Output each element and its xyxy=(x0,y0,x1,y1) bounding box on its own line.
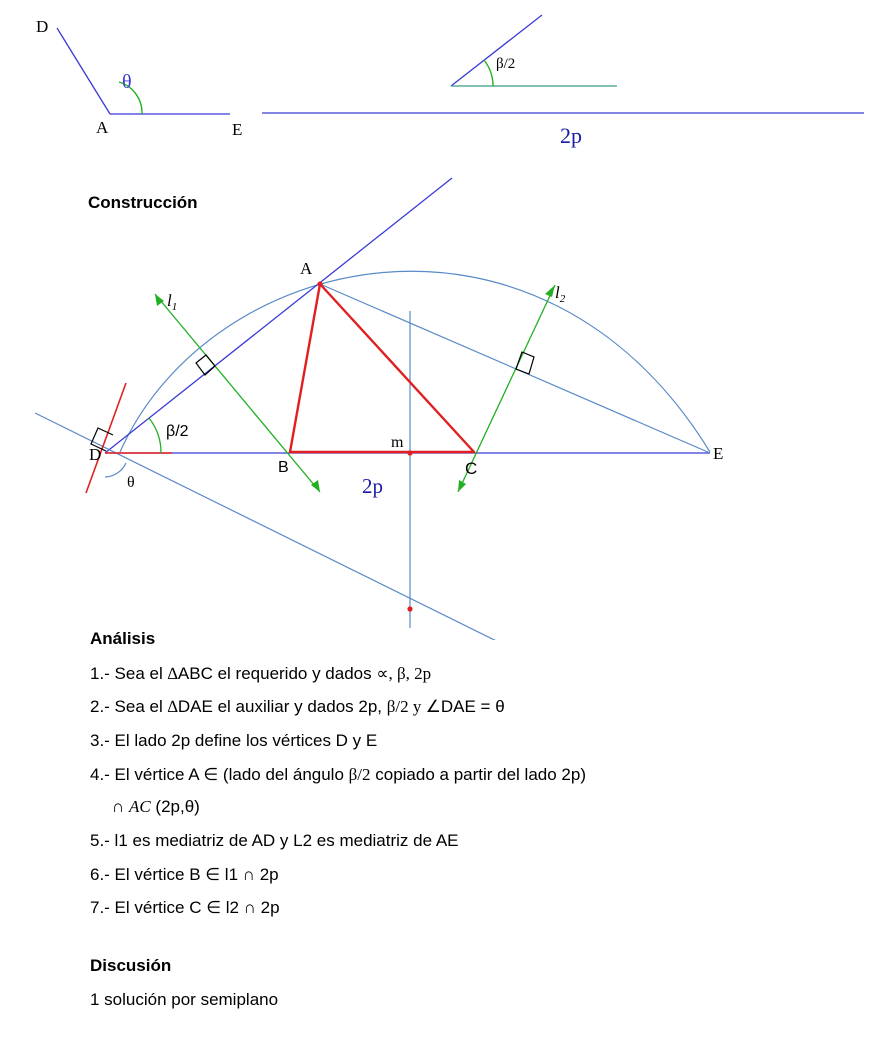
step-1-triangle-symbol: ∆ xyxy=(167,664,178,683)
step-4b-intersection: ∩ xyxy=(112,797,129,816)
point-a xyxy=(317,281,322,286)
label-l1-letter: l xyxy=(167,291,172,310)
step-1-post: ABC el requerido y dados xyxy=(177,664,377,683)
given-point-e-label: E xyxy=(232,120,243,139)
label-a: A xyxy=(300,259,313,278)
step-2-pre: 2.- Sea el xyxy=(90,697,168,716)
step-2-mid: DAE el auxiliar y dados 2p, xyxy=(177,697,387,716)
step-6-post: l1 ∩ 2p xyxy=(220,865,279,884)
triangle-abc xyxy=(290,284,474,452)
given-ray-ad xyxy=(57,28,110,114)
analysis-step-4-cont xyxy=(112,797,200,817)
given-point-d-label: D xyxy=(36,17,49,36)
analysis-step-7 xyxy=(90,898,280,918)
side-ae xyxy=(320,284,710,453)
step-4b-arc-symbol: AC xyxy=(128,797,151,816)
discussion-text: 1 solución por semiplano xyxy=(90,990,279,1009)
step-6-pre: 6.- El vértice B xyxy=(90,865,206,884)
label-e: E xyxy=(713,444,724,463)
step-6-element-of: ∈ xyxy=(205,865,221,884)
theta-arc xyxy=(105,463,126,477)
step-4-half-beta: β/2 xyxy=(348,765,371,784)
analysis-step-4 xyxy=(90,765,586,785)
discussion-heading: Discusión xyxy=(90,956,172,975)
step-7-post: l2 ∩ 2p xyxy=(221,898,280,917)
given-angle-half-beta xyxy=(451,15,617,86)
given-half-beta-ray xyxy=(451,15,542,86)
step-2-post: DAE = θ xyxy=(440,697,505,716)
step-4-mid: (lado del ángulo xyxy=(218,765,349,784)
step-7-element-of: ∈ xyxy=(206,898,222,917)
construction-figure xyxy=(35,178,723,640)
label-l1-subscript: 1 xyxy=(171,301,178,313)
step-1-givens: ∝, β, 2p xyxy=(376,664,432,683)
label-c: C xyxy=(465,459,478,478)
step-7-pre: 7.- El vértice C xyxy=(90,898,207,917)
step-2-triangle-symbol: ∆ xyxy=(167,697,178,716)
analysis-step-6 xyxy=(90,865,279,885)
capable-arc xyxy=(120,271,710,452)
step-4-element-of: ∈ xyxy=(203,765,219,784)
step-2-angle-symbol: β/2 y ∠ xyxy=(386,697,441,716)
step-4-pre: 4.- El vértice A xyxy=(90,765,204,784)
given-point-a-label: A xyxy=(96,118,109,137)
l2-arrow-top xyxy=(545,285,555,297)
label-l1 xyxy=(167,291,177,313)
label-l2 xyxy=(555,283,566,305)
given-segment-2p xyxy=(262,113,864,148)
step-1-pre: 1.- Sea el xyxy=(90,664,168,683)
half-beta-ray xyxy=(105,178,452,453)
given-half-beta-label: β/2 xyxy=(496,56,516,72)
l2-arrow-bottom xyxy=(458,480,466,492)
l1-arrow-top xyxy=(155,294,164,306)
analysis-step-5: 5.- l1 es mediatriz de AD y L2 es mediatriz de AE xyxy=(90,831,459,850)
l1-arrow-bottom xyxy=(311,480,320,492)
construction-heading: Construcción xyxy=(88,193,198,212)
analysis-heading: Análisis xyxy=(90,629,156,648)
analysis-step-2 xyxy=(90,697,505,717)
step-4-post: copiado a partir del lado 2p) xyxy=(370,765,586,784)
step-4b-post: (2p,θ) xyxy=(150,797,200,816)
given-2p-label: 2p xyxy=(560,123,582,148)
arc-center-point xyxy=(407,606,412,611)
analysis-step-3: 3.- El lado 2p define los vértices D y E xyxy=(90,731,378,750)
given-angle-theta xyxy=(36,17,242,139)
label-d: D xyxy=(89,445,102,464)
label-b: B xyxy=(278,459,289,476)
given-theta-label: θ xyxy=(122,71,132,93)
given-half-beta-arc xyxy=(484,60,493,86)
label-l2-letter: l xyxy=(555,283,560,302)
label-half-beta: β/2 xyxy=(166,423,189,440)
right-angle-mark-l1 xyxy=(196,355,215,375)
label-theta: θ xyxy=(127,474,135,491)
label-l2-subscript: 2 xyxy=(559,293,566,305)
label-m: m xyxy=(391,434,404,451)
half-beta-arc xyxy=(149,418,161,453)
analysis-step-1 xyxy=(90,664,431,684)
label-base-2p: 2p xyxy=(362,474,383,498)
